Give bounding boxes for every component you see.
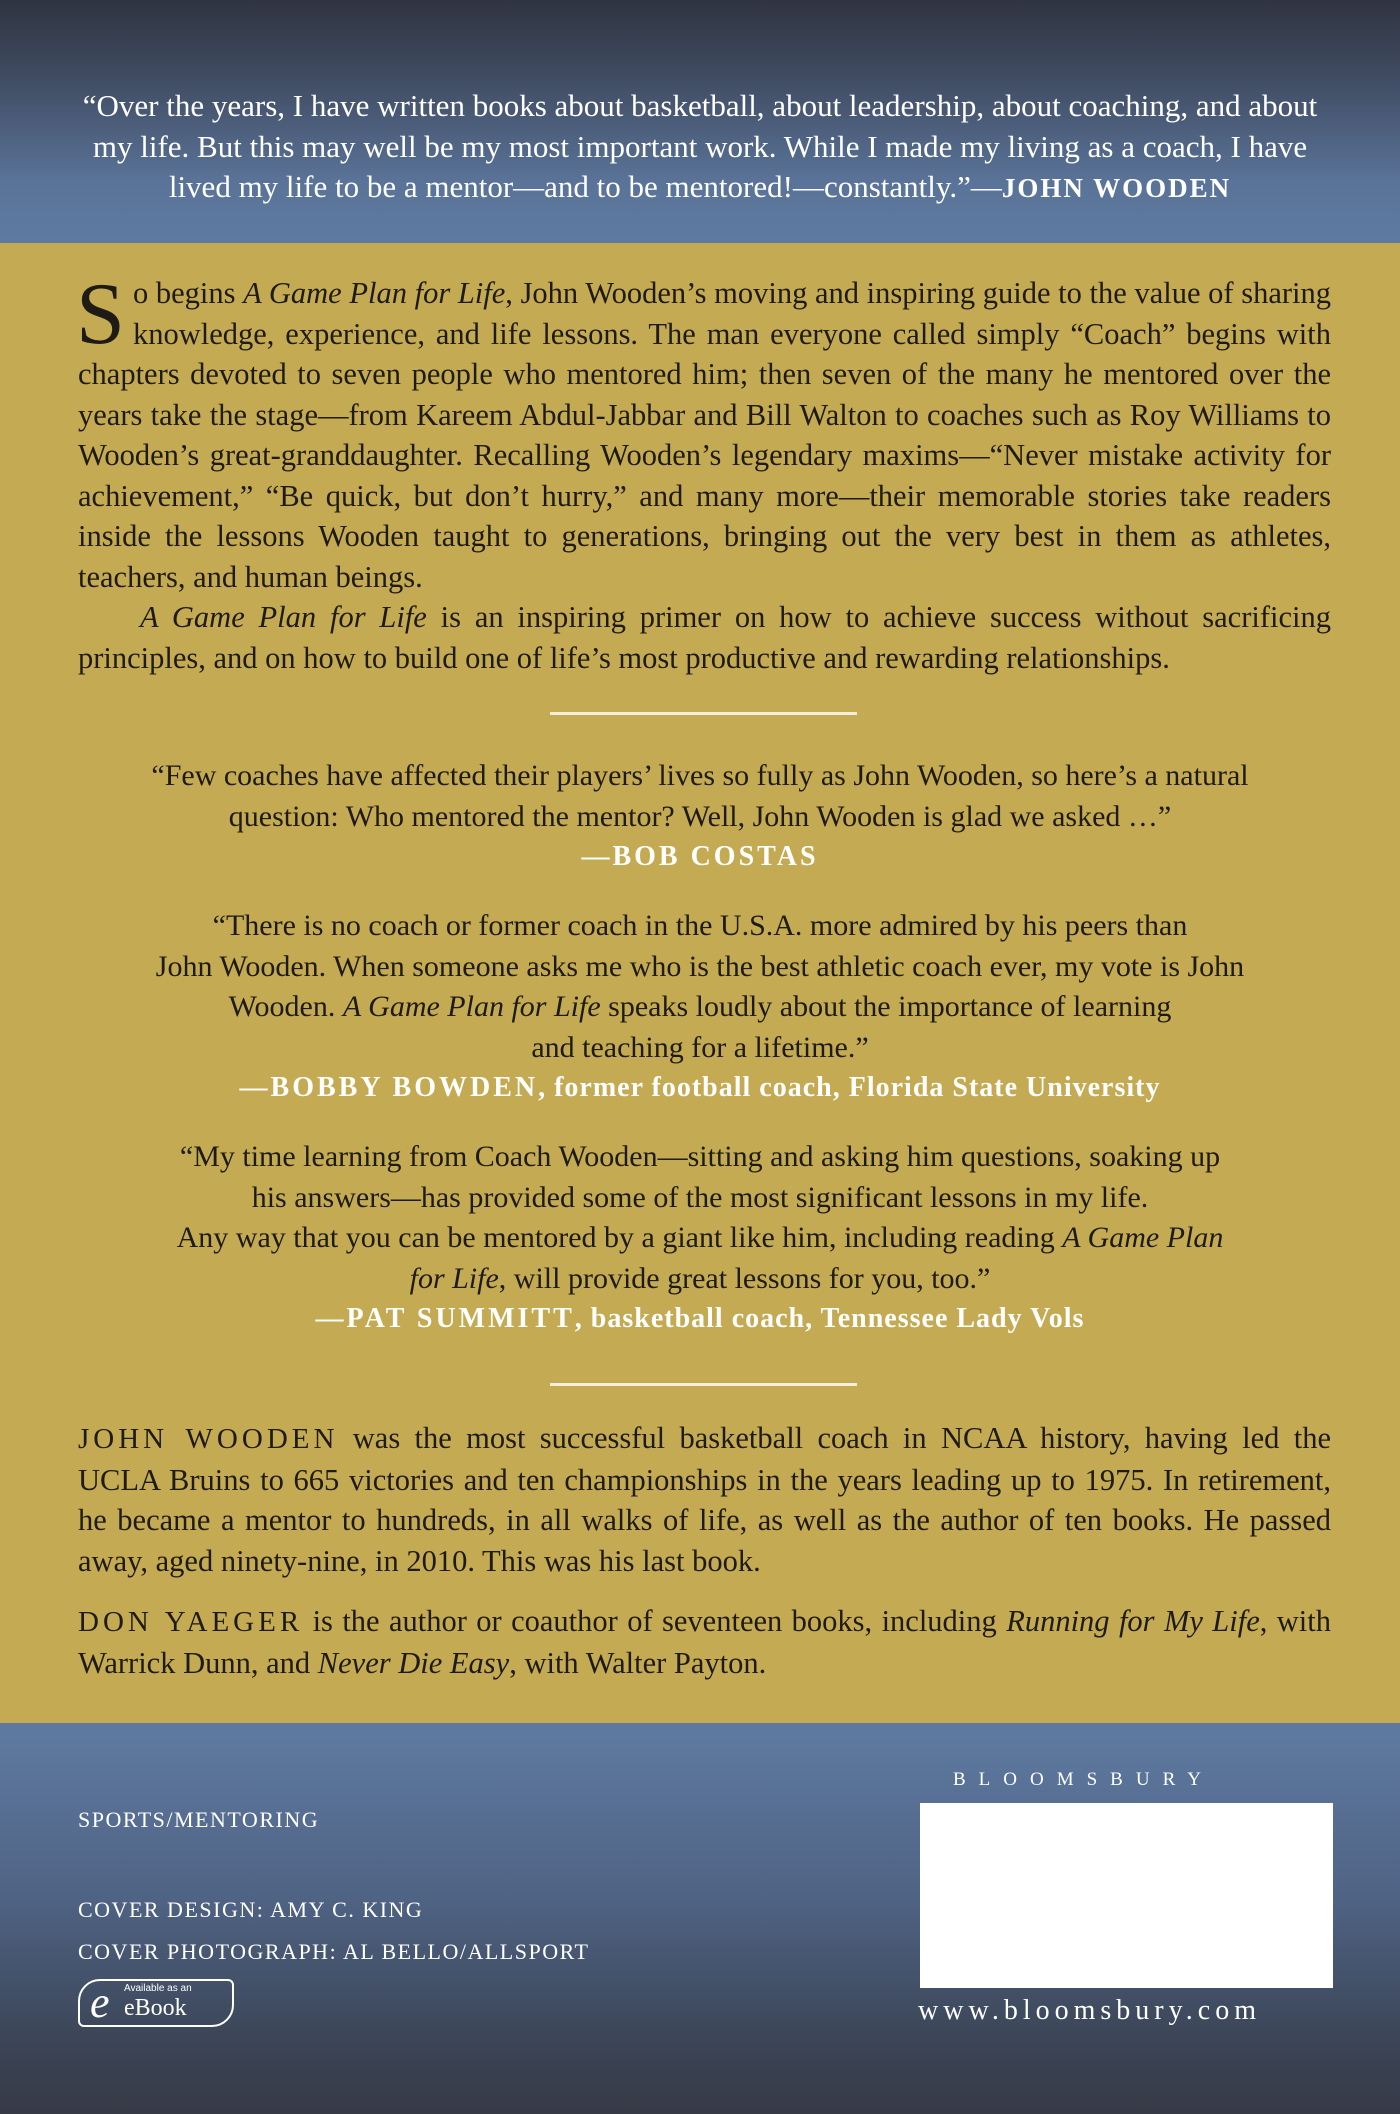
book-title-ref: A Game Plan for Life [243,276,506,310]
footer-band [0,1723,1400,2114]
book-title-ref: A Game Plan [1062,1221,1224,1254]
barcode-area [920,1803,1333,1988]
top-quote-band [0,0,1400,243]
book-title-ref: A Game Plan for Life [140,600,427,634]
ebook-badge: e Available as an eBook [78,1979,234,2027]
drop-cap: S [76,266,125,363]
book-description [76,266,1331,678]
publisher-name: BLOOMSBURY [953,1769,1214,1790]
bio-wooden: JOHN WOODEN was the most successful basketball coach in NCAA history, having led the UCLA Bruins to 665 victories and ten championships in the years leading up to 1975. In retirement, he became a mentor to hundreds, in all walks of life, as well as the author of ten books. He passed away, aged ninety-nine, in 2010. This was his last book. [78,1421,1331,1578]
cover-photo-credit: COVER PHOTOGRAPH: AL BELLO/ALLSPORT [78,1939,590,1964]
praise-attribution: —BOBBY BOWDEN, former football coach, Florida State University [239,1072,1161,1103]
praise-attribution: —BOB COSTAS [581,841,819,872]
praise-quote-bowden: “There is no coach or former coach in the U.S.A. more admired by his peers than John Wooden. When someone asks me who is the best athletic coach ever, my vote is John Wooden. A Game Plan for Life speaks loudly about the importance of learning and teaching for a lifetime.” —BOBBY BOWDEN, former football coach, Florida State University [90,906,1310,1109]
author-bios [78,1418,1331,1683]
description-panel [0,243,1400,1723]
praise-quote-summitt: “My time learning from Coach Wooden—sitting and asking him questions, soaking up his answers—has provided some of the most significant lessons in my life. Any way that you can be mentored by a giant like him, including reading A Game Plan for Life, will provide great lessons for you, too.” —PAT SUMMITT, basketball coach, Tennessee Lady Vols [90,1137,1310,1340]
praise-attribution: —PAT SUMMITT, basketball coach, Tennessee Lady Vols [315,1303,1085,1334]
author-quote-attribution: JOHN WOODEN [1001,173,1232,203]
book-title-ref: A Game Plan for Life [342,990,601,1023]
description-paragraph-1: So begins A Game Plan for Life, John Wooden’s moving and inspiring guide to the value of sharing knowledge, experience, and life lessons. The man everyone called simply “Coach” begins with chapters devoted to seven people who mentored him; then seven of the many he mentored over the years take the stage—from Kareem Abdul-Jabbar and Bill Walton to coaches such as Roy Williams to Wooden’s great-granddaughter. Recalling Wooden’s legendary maxims—“Never mistake activity for achievement,” “Be quick, but don’t hurry,” and many more—their memorable stories take readers inside the lessons Wooden taught to generations, bringing out the very best in them as athletes, teachers, and human beings. [76,266,1331,594]
description-paragraph-2: A Game Plan for Life is an inspiring primer on how to achieve success without sacrificing principles, and on how to build one of life’s most productive and rewarding relationships. [78,600,1331,675]
category-label: SPORTS/MENTORING [78,1807,320,1832]
cover-design-credit: COVER DESIGN: AMY C. KING [78,1897,424,1922]
book-title-ref: for Life [409,1261,499,1295]
publisher-url: www.bloomsbury.com [918,1995,1262,2026]
author-quote-text: “Over the years, I have written books about basketball, about leadership, about coaching, and about my life. But this may well be my most important work. While I made my living as a coach, I have lived my life to be a mentor—and to be mentored!—constantly.”— [82,88,1318,204]
ebook-e-icon: e [90,1978,110,2027]
bio-yaeger: DON YAEGER is the author or coauthor of seventeen books, including Running for My Life, with Warrick Dunn, and Never Die Easy, with Walter Payton. [78,1604,1331,1680]
author-quote [60,86,1340,209]
praise-quote-costas: “Few coaches have affected their players’ lives so fully as John Wooden, so here’s a natural question: Who mentored the mentor? Well, John Wooden is glad we asked …” —BOB COSTAS [90,756,1310,878]
section-divider [550,712,857,715]
section-divider [550,1383,857,1386]
